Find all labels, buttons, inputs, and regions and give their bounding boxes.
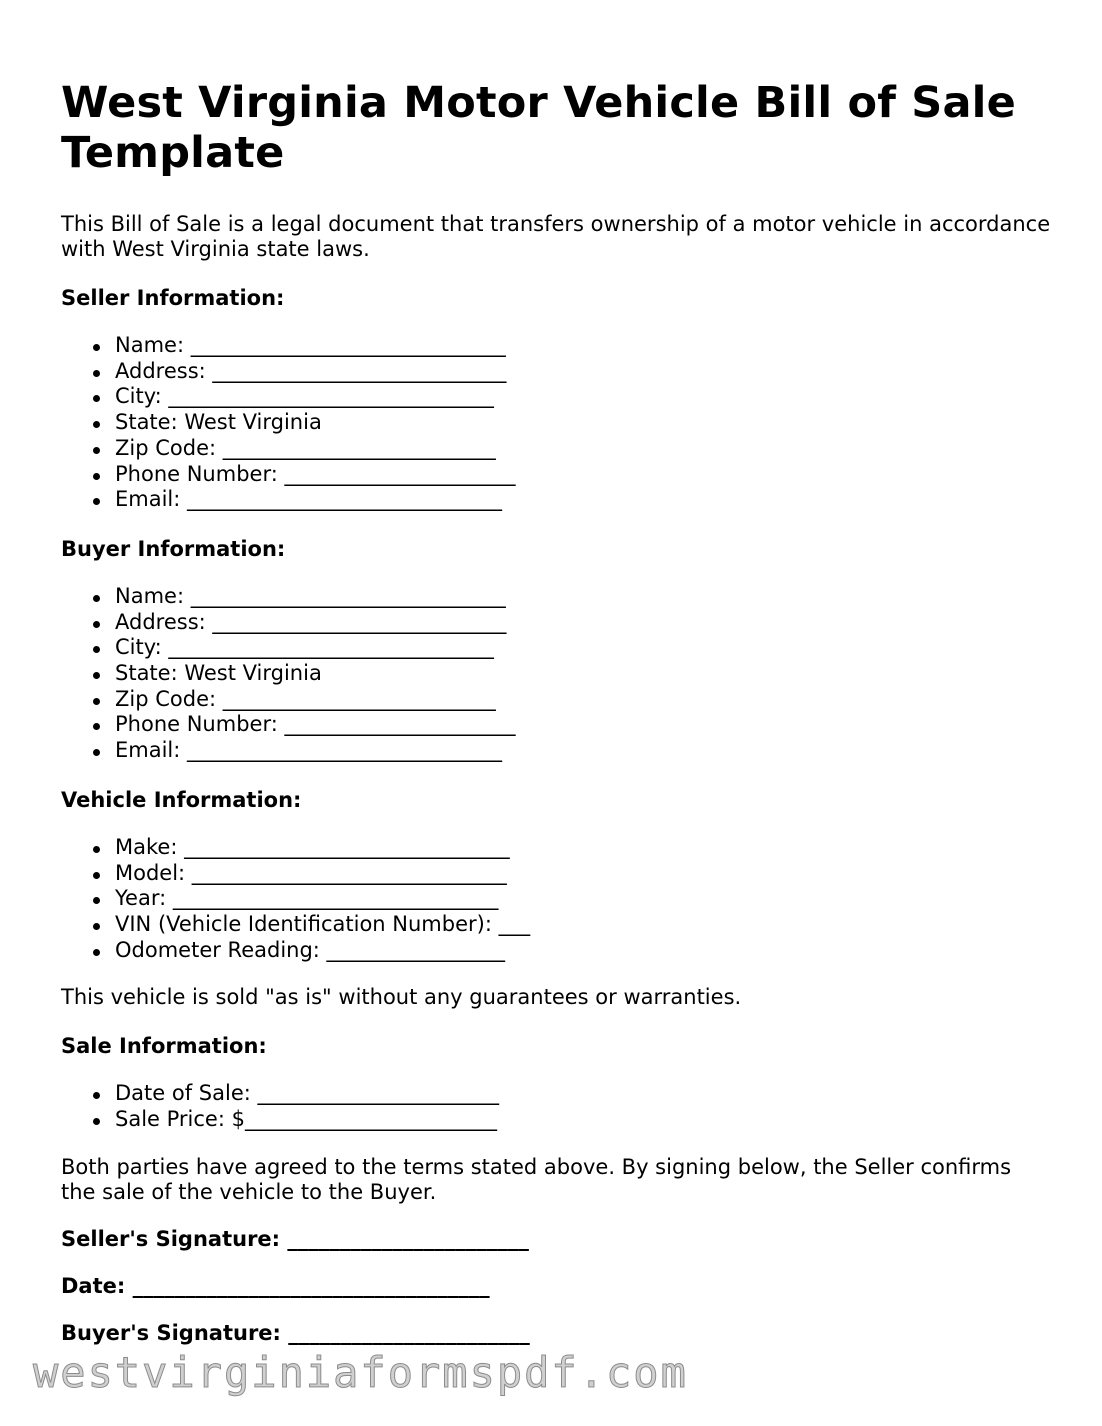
document-page xyxy=(61,78,1051,1346)
buyer-city-field: City: _______________________________ xyxy=(115,635,1051,661)
document-title: West Virginia Motor Vehicle Bill of Sale Template xyxy=(61,78,1016,178)
signature-date-line: Date: __________________________________ xyxy=(61,1273,490,1298)
seller-field-list xyxy=(61,333,1051,513)
vehicle-field-list xyxy=(61,835,1051,964)
seller-name-field: Name: ______________________________ xyxy=(115,333,1051,359)
sale-heading: Sale Information: xyxy=(61,1034,267,1059)
buyer-phone-field: Phone Number: ______________________ xyxy=(115,712,1051,738)
seller-signature-line: Seller's Signature: _______________________ xyxy=(61,1226,529,1251)
sale-date-field: Date of Sale: _______________________ xyxy=(115,1081,1051,1107)
vehicle-make-field: Make: _______________________________ xyxy=(115,835,1051,861)
buyer-name-field: Name: ______________________________ xyxy=(115,584,1051,610)
seller-email-field: Email: ______________________________ xyxy=(115,487,1051,513)
buyer-signature-line: Buyer's Signature: _______________________ xyxy=(61,1320,530,1345)
buyer-email-field: Email: ______________________________ xyxy=(115,738,1051,764)
vehicle-vin-field: VIN (Vehicle Identification Number): ___ xyxy=(115,912,1051,938)
vehicle-odometer-field: Odometer Reading: _________________ xyxy=(115,938,1051,964)
as-is-statement: This vehicle is sold "as is" without any guarantees or warranties. xyxy=(61,985,742,1010)
intro-paragraph: This Bill of Sale is a legal document that transfers ownership of a motor vehicle in accordance with West Virginia state laws. xyxy=(61,212,1051,261)
seller-address-field: Address: ____________________________ xyxy=(115,359,1051,385)
buyer-state-field: State: West Virginia xyxy=(115,661,1051,687)
buyer-address-field: Address: ____________________________ xyxy=(115,610,1051,636)
seller-heading: Seller Information: xyxy=(61,286,285,310)
site-watermark: westvirginiaformspdf.com xyxy=(33,1348,688,1397)
vehicle-model-field: Model: ______________________________ xyxy=(115,861,1051,887)
seller-state-field: State: West Virginia xyxy=(115,410,1051,436)
agreement-paragraph: Both parties have agreed to the terms stated above. By signing below, the Seller confirms the sale of the vehicle to the Buyer. xyxy=(61,1154,1012,1204)
seller-phone-field: Phone Number: ______________________ xyxy=(115,462,1051,488)
seller-city-field: City: _______________________________ xyxy=(115,384,1051,410)
seller-zip-field: Zip Code: __________________________ xyxy=(115,436,1051,462)
buyer-heading: Buyer Information: xyxy=(61,536,286,561)
buyer-field-list xyxy=(61,584,1051,764)
vehicle-year-field: Year: _______________________________ xyxy=(115,886,1051,912)
buyer-zip-field: Zip Code: __________________________ xyxy=(115,687,1051,713)
sale-field-list xyxy=(61,1081,1051,1132)
sale-price-field: Sale Price: $________________________ xyxy=(115,1107,1051,1133)
vehicle-heading: Vehicle Information: xyxy=(61,787,302,812)
